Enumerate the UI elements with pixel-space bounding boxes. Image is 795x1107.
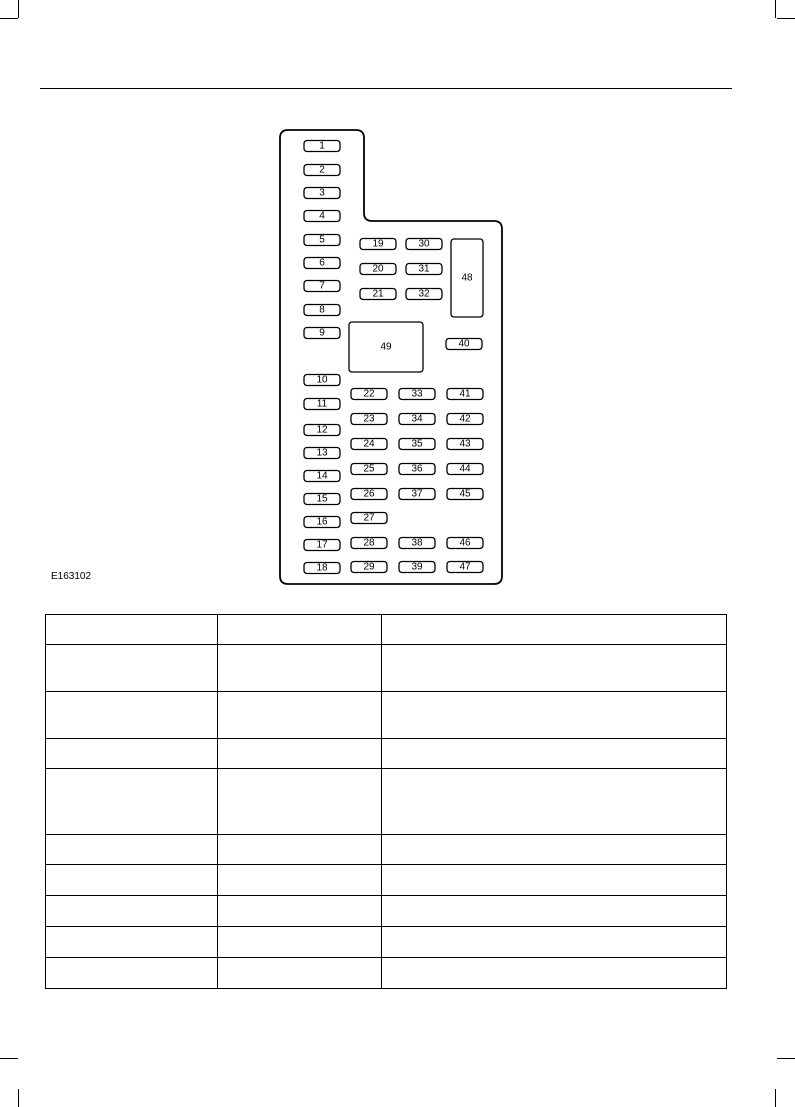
fuse-33-label: 33 (411, 388, 423, 400)
fuse-46-label: 46 (459, 537, 471, 549)
relay-49 (349, 322, 423, 372)
fuse-27 (351, 513, 387, 524)
table-row (46, 835, 727, 865)
table-cell (46, 835, 218, 865)
fuse-7-label: 7 (319, 280, 325, 292)
fuse-6 (304, 258, 340, 269)
table-row (46, 645, 727, 692)
fuse-23-label: 23 (363, 413, 375, 425)
fuse-40 (446, 339, 482, 350)
fuse-25 (351, 464, 387, 475)
fuse-4 (304, 211, 340, 222)
fuse-46 (447, 538, 483, 549)
fuse-13 (304, 448, 340, 459)
fuse-28-label: 28 (363, 537, 375, 549)
fuse-10-label: 10 (316, 374, 328, 386)
fuse-19 (360, 239, 396, 250)
fuse-1 (304, 141, 340, 152)
fuse-12-label: 12 (316, 424, 328, 436)
fuse-43 (447, 439, 483, 450)
table-cell (218, 927, 382, 958)
fuse-18 (304, 563, 340, 574)
table-cell (218, 692, 382, 739)
relay-48 (451, 239, 483, 317)
fuse-45-label: 45 (459, 488, 471, 500)
fuse-42 (447, 414, 483, 425)
table-cell (46, 927, 218, 958)
table-cell (218, 645, 382, 692)
table-cell (46, 615, 218, 645)
table-row (46, 865, 727, 896)
fuse-40-label: 40 (458, 338, 470, 350)
fuse-22 (351, 389, 387, 400)
fuse-21 (360, 289, 396, 300)
table-cell (46, 739, 218, 769)
fuse-8 (304, 305, 340, 316)
fuse-5-label: 5 (319, 234, 325, 246)
crop-mark-bottom-left-h (0, 1058, 18, 1059)
fuse-27-label: 27 (363, 512, 375, 524)
table-cell (218, 835, 382, 865)
fuse-23 (351, 414, 387, 425)
fuse-20 (360, 264, 396, 275)
fuse-14-label: 14 (316, 470, 328, 482)
table-cell (46, 645, 218, 692)
table-cell (382, 692, 727, 739)
fuse-11 (304, 399, 340, 410)
fuse-15 (304, 494, 340, 505)
fuse-47 (447, 562, 483, 573)
fuse-19-label: 19 (372, 238, 384, 250)
fuse-2-label: 2 (319, 164, 325, 176)
crop-mark-bottom-right-h (777, 1058, 795, 1059)
fuse-33 (399, 389, 435, 400)
fuse-32-label: 32 (418, 288, 430, 300)
table-cell (46, 958, 218, 989)
fuse-3-label: 3 (319, 187, 325, 199)
fuse-36 (399, 464, 435, 475)
table-cell (382, 958, 727, 989)
fuse-17 (304, 540, 340, 551)
fuse-38-label: 38 (411, 537, 423, 549)
fuse-41 (447, 389, 483, 400)
table-cell (218, 615, 382, 645)
fuse-37-label: 37 (411, 488, 423, 500)
table-cell (218, 769, 382, 835)
fuse-24 (351, 439, 387, 450)
table-cell (218, 739, 382, 769)
fuse-29-label: 29 (363, 561, 375, 573)
fuse-12 (304, 425, 340, 436)
fuse-22-label: 22 (363, 388, 375, 400)
table-row (46, 927, 727, 958)
fuse-8-label: 8 (319, 304, 325, 316)
fuse-35 (399, 439, 435, 450)
table-cell (218, 896, 382, 927)
fuse-31 (406, 264, 442, 275)
table-cell (382, 769, 727, 835)
table-row (46, 769, 727, 835)
fuse-44-label: 44 (459, 463, 471, 475)
table-cell (382, 835, 727, 865)
table-cell (382, 896, 727, 927)
fuse-31-label: 31 (418, 263, 430, 275)
fuse-13-label: 13 (316, 447, 328, 459)
table-row (46, 739, 727, 769)
figure-id: E163102 (51, 571, 92, 582)
fuse-39-label: 39 (411, 561, 423, 573)
fuse-43-label: 43 (459, 438, 471, 450)
table-cell (382, 927, 727, 958)
fuse-37 (399, 489, 435, 500)
fuse-specification-table (45, 614, 727, 989)
table-cell (46, 769, 218, 835)
table-row (46, 615, 727, 645)
fuse-16 (304, 517, 340, 528)
table-cell (382, 615, 727, 645)
fuse-16-label: 16 (316, 516, 328, 528)
fuse-26-label: 26 (363, 488, 375, 500)
fuse-18-label: 18 (316, 562, 328, 574)
fuse-4-label: 4 (319, 210, 325, 222)
relay-49-label: 49 (380, 341, 392, 353)
table-row (46, 896, 727, 927)
crop-mark-bottom-right (775, 1089, 776, 1107)
table-cell (218, 958, 382, 989)
table-row (46, 692, 727, 739)
fuse-1-label: 1 (319, 140, 325, 152)
table-cell (46, 865, 218, 896)
fuse-45 (447, 489, 483, 500)
crop-mark-bottom-left (18, 1089, 19, 1107)
fuse-2 (304, 165, 340, 176)
fuse-38 (399, 538, 435, 549)
fuse-28 (351, 538, 387, 549)
fuse-41-label: 41 (459, 388, 471, 400)
table-cell (382, 645, 727, 692)
fuse-3 (304, 188, 340, 199)
table-cell (382, 739, 727, 769)
fuse-34-label: 34 (411, 413, 423, 425)
fuse-11-label: 11 (316, 398, 328, 410)
fuse-39 (399, 562, 435, 573)
fuse-44 (447, 464, 483, 475)
fuse-42-label: 42 (459, 413, 471, 425)
fuse-9-label: 9 (319, 327, 325, 339)
fuse-15-label: 15 (316, 493, 328, 505)
table-row (46, 958, 727, 989)
fuse-29 (351, 562, 387, 573)
fuse-17-label: 17 (316, 539, 328, 551)
fuse-5 (304, 235, 340, 246)
fuse-34 (399, 414, 435, 425)
fuse-20-label: 20 (372, 263, 384, 275)
fuse-6-label: 6 (319, 257, 325, 269)
fuse-30 (406, 239, 442, 250)
fuse-10 (304, 375, 340, 386)
fuse-24-label: 24 (363, 438, 375, 450)
fuse-26 (351, 489, 387, 500)
relay-48-label: 48 (461, 272, 473, 284)
fuse-36-label: 36 (411, 463, 423, 475)
fuse-30-label: 30 (418, 238, 430, 250)
fuse-35-label: 35 (411, 438, 423, 450)
table-cell (218, 865, 382, 896)
fuse-7 (304, 281, 340, 292)
fuse-25-label: 25 (363, 463, 375, 475)
table-cell (46, 896, 218, 927)
fuse-21-label: 21 (372, 288, 384, 300)
fuse-32 (406, 289, 442, 300)
fuse-14 (304, 471, 340, 482)
table-cell (382, 865, 727, 896)
fuse-47-label: 47 (459, 561, 471, 573)
fuse-9 (304, 328, 340, 339)
table-cell (46, 692, 218, 739)
